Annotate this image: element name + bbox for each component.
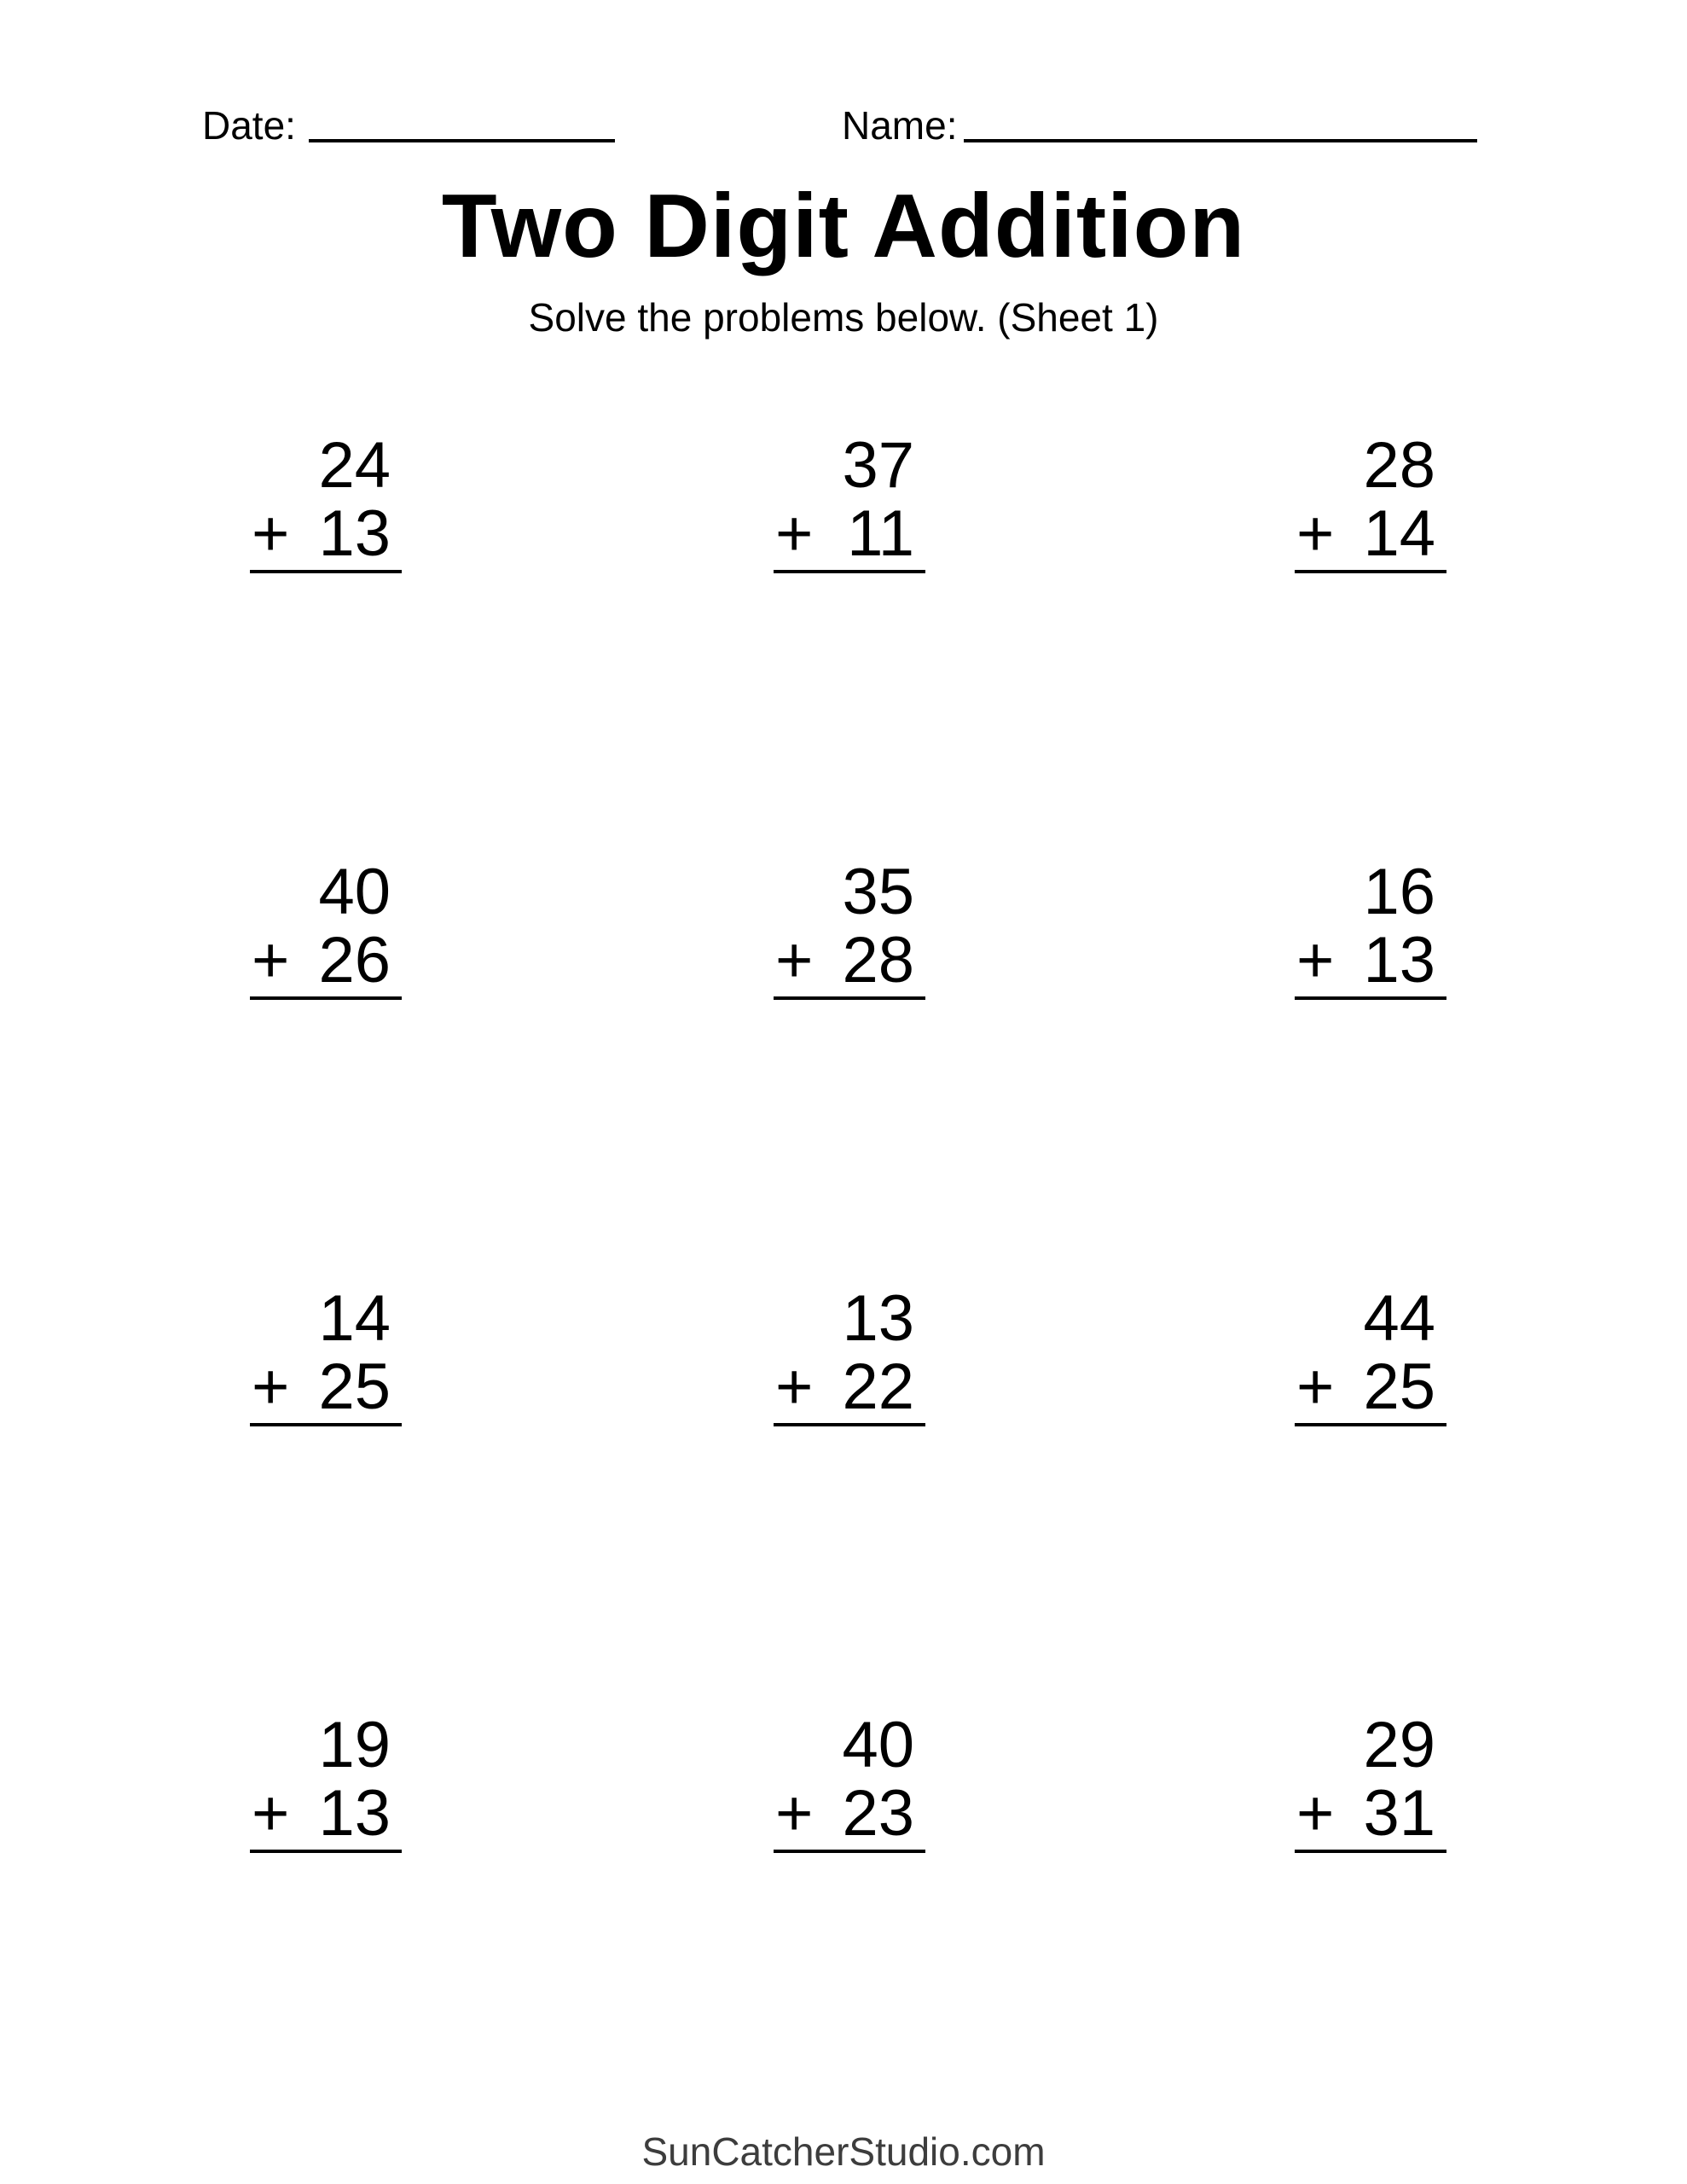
name-field [842, 103, 1477, 148]
addend-row [250, 1350, 402, 1423]
plus-sign: + [775, 924, 814, 996]
answer-line [1295, 570, 1446, 573]
top-addend: 35 [842, 856, 914, 928]
answer-line [774, 996, 925, 1000]
name-label: Name: [842, 103, 958, 148]
date-blank-line [309, 139, 615, 142]
top-addend: 24 [318, 429, 391, 502]
bottom-addend: 22 [842, 1350, 914, 1423]
answer-line [1295, 996, 1446, 1000]
footer-credit: SunCatcherStudio.com [641, 2129, 1046, 2174]
top-addend: 29 [1363, 1709, 1435, 1781]
bottom-addend: 13 [318, 497, 391, 570]
answer-line [250, 1850, 402, 1853]
answer-line [774, 1850, 925, 1853]
top-addend: 44 [1363, 1282, 1435, 1355]
top-addend: 40 [842, 1709, 914, 1781]
plus-sign: + [1296, 1777, 1335, 1850]
addition-problem [250, 429, 402, 573]
top-addend: 40 [318, 856, 391, 928]
addend-row [774, 1350, 925, 1423]
addend-row [774, 926, 925, 995]
date-label: Date: [202, 103, 296, 148]
bottom-addend: 26 [318, 924, 391, 996]
plus-sign: + [252, 924, 290, 996]
plus-sign: + [252, 497, 290, 570]
bottom-addend: 23 [842, 1777, 914, 1850]
answer-line [774, 1423, 925, 1426]
answer-line [1295, 1850, 1446, 1853]
addition-problem [1295, 1282, 1446, 1426]
addend-row [774, 1777, 925, 1850]
bottom-addend: 28 [842, 924, 914, 996]
addition-problem [774, 429, 925, 573]
plus-sign: + [775, 497, 814, 570]
top-addend: 13 [842, 1282, 914, 1355]
bottom-addend: 11 [847, 497, 914, 570]
addition-problem [774, 1711, 925, 1853]
addend-row [774, 497, 925, 570]
top-addend: 14 [318, 1282, 391, 1355]
subtitle: Solve the problems below. (Sheet 1) [528, 295, 1159, 340]
answer-line [250, 570, 402, 573]
answer-line [774, 570, 925, 573]
plus-sign: + [775, 1350, 814, 1423]
plus-sign: + [252, 1777, 290, 1850]
top-addend: 19 [318, 1709, 391, 1781]
addition-problem [250, 1711, 402, 1853]
bottom-addend: 25 [318, 1350, 391, 1423]
plus-sign: + [1296, 924, 1335, 996]
addition-problem [1295, 1711, 1446, 1853]
addend-row [250, 1777, 402, 1850]
addition-problem [774, 858, 925, 1000]
bottom-addend: 31 [1363, 1777, 1435, 1850]
plus-sign: + [1296, 1350, 1335, 1423]
addition-problem [774, 1282, 925, 1426]
bottom-addend: 13 [318, 1777, 391, 1850]
addition-problem [250, 1282, 402, 1426]
addition-problem [250, 858, 402, 1000]
bottom-addend: 14 [1363, 497, 1435, 570]
bottom-addend: 13 [1363, 924, 1435, 996]
answer-line [250, 1423, 402, 1426]
addend-row [1295, 926, 1446, 995]
addition-problem [1295, 429, 1446, 573]
top-addend: 28 [1363, 429, 1435, 502]
addend-row [1295, 497, 1446, 570]
addition-problem [1295, 858, 1446, 1000]
page-title: Two Digit Addition [441, 176, 1246, 276]
date-field [202, 103, 615, 148]
addend-row [250, 926, 402, 995]
addend-row [1295, 1777, 1446, 1850]
answer-line [250, 996, 402, 1000]
name-blank-line [964, 139, 1477, 142]
bottom-addend: 25 [1363, 1350, 1435, 1423]
addend-row [250, 497, 402, 570]
top-addend: 16 [1363, 856, 1435, 928]
plus-sign: + [775, 1777, 814, 1850]
plus-sign: + [252, 1350, 290, 1423]
answer-line [1295, 1423, 1446, 1426]
addend-row [1295, 1350, 1446, 1423]
plus-sign: + [1296, 497, 1335, 570]
top-addend: 37 [842, 429, 914, 502]
